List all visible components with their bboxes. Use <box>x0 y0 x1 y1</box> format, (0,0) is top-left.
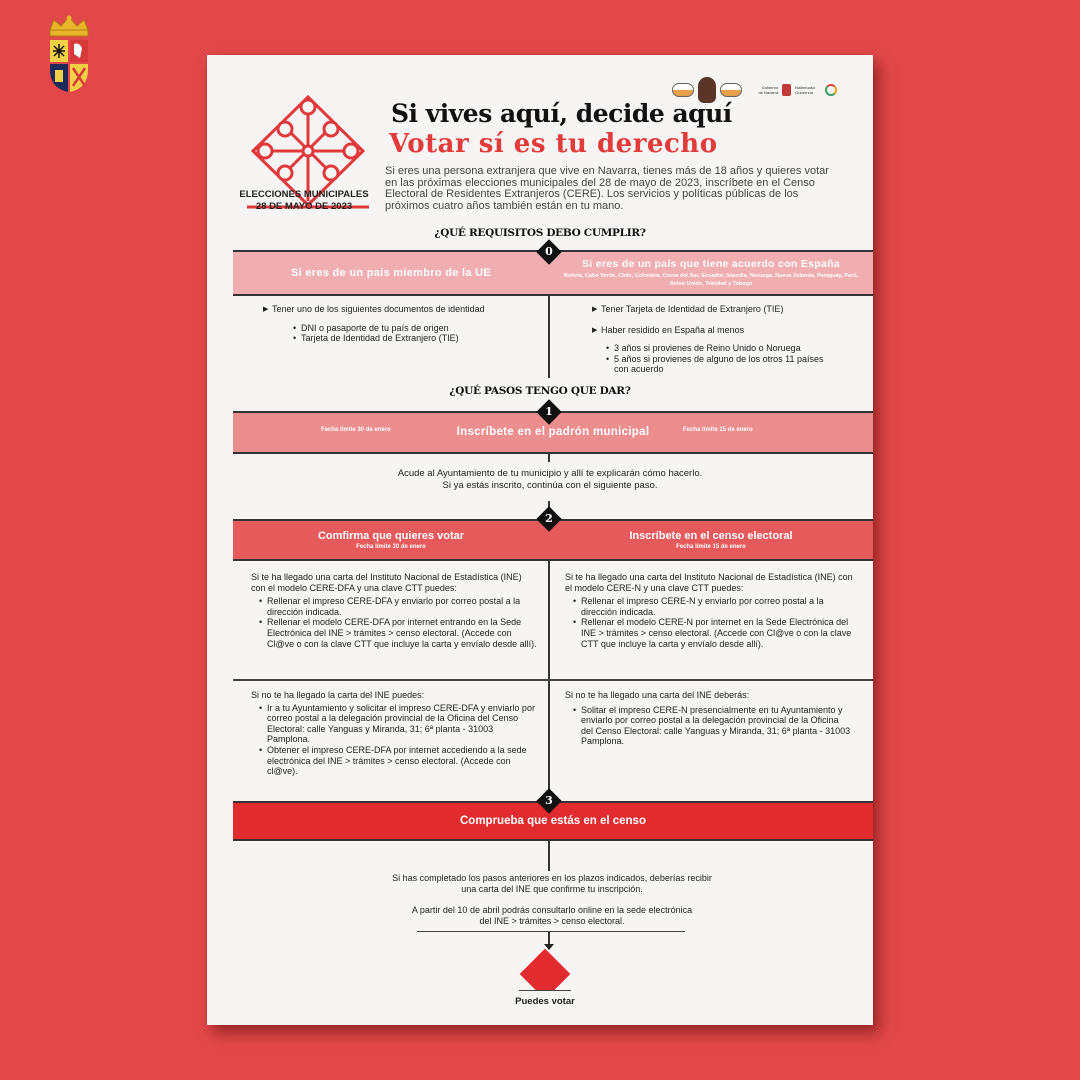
intro-paragraph: Si eres una persona extranjera que vive en Navarra, tienes más de 18 años y quieres votar en las próximas elecciones municipales del 28 de mayo de 2023, inscríbete en el Censo Electoral de Residentes Extranjeros (CERE). Los servicios y políticas públicas de los próximos cuatro años también están en tu mano. <box>385 165 829 212</box>
eu-header: Si eres de un país miembro de la UE <box>290 267 491 279</box>
subheadline: Votar sí es tu derecho <box>389 129 718 159</box>
headline: Si vives aquí, decide aquí <box>391 99 732 128</box>
divider <box>548 296 550 378</box>
requirements-title: ¿QUÉ REQUISITOS DEBO CUMPLIR? <box>434 227 646 239</box>
right-letter-received: Si te ha llegado una carta del Instituto Nacional de Estadística (INE) con el modelo CERE-N y una clave CTT puedes: • Rellenar el impreso CERE-N y enviarlo por correo postal a la dirección indicada. • Rellenar el modelo CERE-N por internet en la Sede Electrónica del INE > trámites > censo electoral. (Accede con Cl@ve o con la clave CTT que incluye la carta y envíalo desde allí). <box>565 572 853 649</box>
step-1-left-deadline: Fecha límite 30 de enero <box>321 427 391 433</box>
step-1-right-deadline: Fecha límite 15 de enero <box>683 427 753 433</box>
left-no-letter: Si no te ha llegado la carta del INE puedes: • Ir a tu Ayuntamiento y solicitar el impreso CERE-DFA y enviarlo por correo postal a la delegación provincial de la Oficina del Censo Electoral: calle Yanguas y Miranda, 31; 6ª planta - 31003 Pamplona. • Obtener el impreso CERE-DFA por internet accediendo a la sede electrónica del INE > trámites > censo electoral. (Accede con cl@ve). <box>251 690 537 777</box>
agreement-requirements: ▶ Tener Tarjeta de Identidad de Extranjero (TIE) ▶ Haber residido en España al menos • 3 años si provienes de Reino Unido o Noruega • 5 años si provienes de alguno de los otros 11 países con acuerdo <box>592 304 862 375</box>
connector <box>548 454 550 462</box>
step-3-title: Comprueba que estás en el censo <box>460 815 646 827</box>
steps-title: ¿QUÉ PASOS TENGO QUE DAR? <box>449 385 631 397</box>
coat-of-arms-icon <box>44 14 94 100</box>
agenda-2030-icon <box>825 84 837 96</box>
connector <box>548 841 550 871</box>
row-divider <box>233 679 873 681</box>
step-3-body-2: A partir del 10 de abril podrás consultarlo online en la sede electrónica del INE > trámites > censo electoral. <box>411 905 693 926</box>
separator <box>417 931 685 932</box>
election-date-caption: ELECCIONES MUNICIPALES 28 DE MAYO DE 2023 <box>239 189 369 212</box>
eu-requirements: ▶ Tener uno de los siguientes documentos de identidad • DNI o pasaporte de tu país de origen • Tarjeta de Identidad de Extranjero (TIE) <box>263 304 533 344</box>
nafarroako-gobernua-label: Nafarroako Gobernua <box>795 85 815 95</box>
step-2-number: 2 <box>545 512 553 525</box>
poster <box>207 55 873 1025</box>
step-1-body: Acude al Ayuntamiento de tu municipio y allí te explicarán cómo hacerlo. Si ya estás inscrito, continúa con el siguiente paso. <box>397 468 703 491</box>
badge-logo-icon <box>672 83 694 97</box>
step-1-title: Inscríbete en el padrón municipal <box>456 426 650 438</box>
gobierno-navarra-label: Gobierno de Navarra <box>758 85 779 95</box>
separator <box>519 990 571 991</box>
confirm-vote-header: Comfirma que quieres votar Fecha límite 30 de enero <box>317 530 465 550</box>
agreement-header: Si eres de un país que tiene acuerdo con España Bolivia, Cabo Verde, Chile, Colombia, Corea del Sur, Ecuador, Islandia, Noruega, Nueva Zelanda, Paraguay, Perú, Reino Unido, Trinidad y Tobago <box>563 258 859 287</box>
census-register-header: Inscríbete en el censo electoral Fecha límite 15 de enero <box>629 530 793 550</box>
step-1-number: 1 <box>545 405 553 418</box>
right-no-letter: Si no te ha llegado una carta del INE deberás: • Solitar el impreso CERE-N presencialmente en tu Ayuntamiento y enviarlo por correo postal a la delegación provincial de la Oficina del Censo Electoral: calle Yanguas y Miranda, 31; 6ª planta - 31003 Pamplona. <box>565 690 853 747</box>
divider <box>548 561 550 807</box>
step-0-number: 0 <box>545 245 553 258</box>
final-label: Puedes votar <box>515 996 575 1007</box>
badge-logo-icon <box>720 83 742 97</box>
navarra-shield-icon <box>782 84 791 96</box>
step-3-number: 3 <box>545 794 553 807</box>
left-letter-received: Si te ha llegado una carta del Instituto Nacional de Estadística (INE) con el modelo CERE-DFA y una clave CTT puedes: • Rellenar el impreso CERE-DFA y enviarlo por correo postal a la dirección indicada. • Rellenar el modelo CERE-DFA por internet entrando en la Sede Electrónica del INE > trámites > censo electoral. (Accede con Cl@ve o con la clave CTT que incluye la carta y envíalo desde allí). <box>251 572 537 649</box>
step-3-body-1: Si has completado los pasos anteriores en los plazos indicados, deberías recibir una carta del INE que confirme tu inscripción. <box>392 873 712 894</box>
